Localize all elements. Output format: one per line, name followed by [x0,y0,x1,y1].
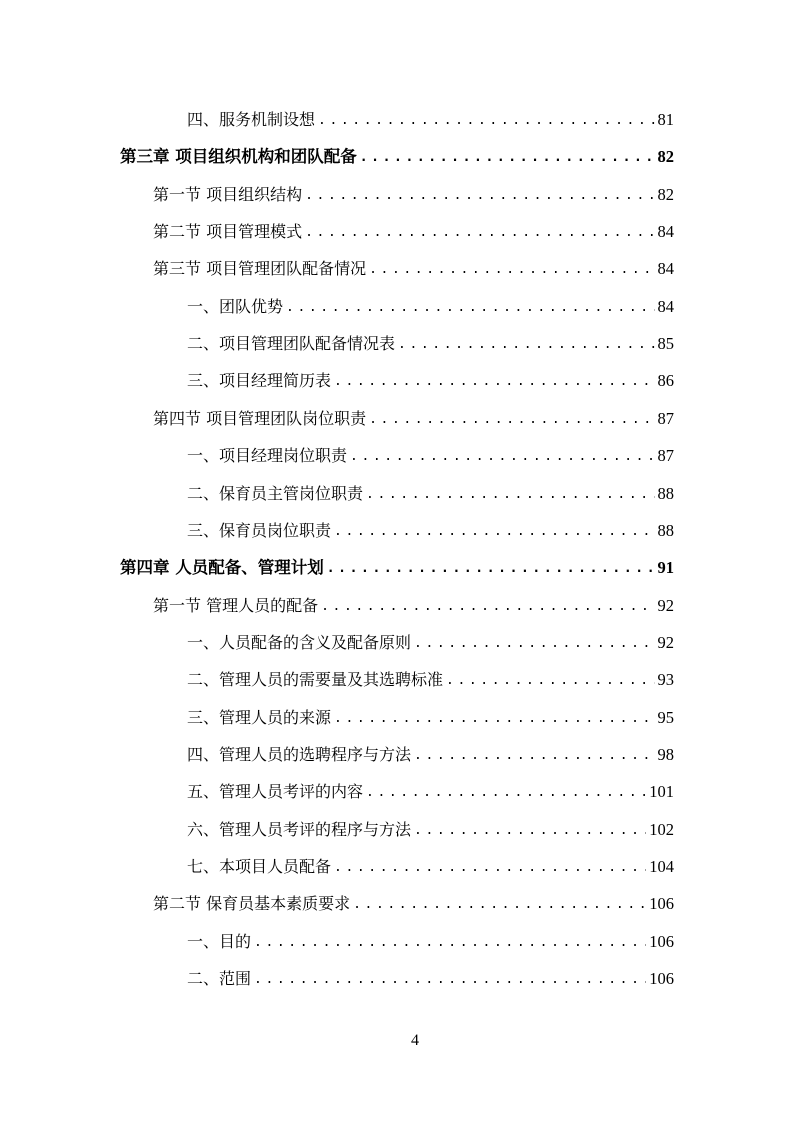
dot-leader [414,737,654,774]
dot-leader [366,774,646,811]
dot-leader [398,326,654,363]
dot-leader [254,924,646,961]
toc-entry-title: 第三节 项目管理团队配备情况 [153,259,367,279]
dot-leader [369,251,654,288]
toc-entry-title: 六、管理人员考评的程序与方法 [187,819,412,839]
toc-entry-title: 三、项目经理简历表 [187,371,332,391]
dot-leader [414,625,654,662]
toc-entry-page: 101 [649,782,674,802]
toc-subsection-entry[interactable] [187,475,674,512]
toc-entry-page: 98 [657,744,674,764]
toc-entry-title: 第二节 项目管理模式 [153,222,303,242]
dot-leader [318,102,654,139]
toc-entry-title: 二、范围 [187,969,252,989]
dot-leader [350,438,654,475]
dot-leader [334,513,654,550]
toc-subsection-entry[interactable] [187,923,674,960]
dot-leader [305,214,654,251]
toc-entry-page: 106 [649,931,674,951]
toc-entry-title: 四、服务机制设想 [187,110,316,129]
toc-entry-page: 82 [657,184,674,204]
toc-chapter-entry[interactable] [120,549,674,586]
toc-subsection-entry[interactable] [187,661,674,698]
toc-entry-page: 86 [657,371,674,391]
toc-subsection-entry[interactable] [187,101,674,138]
toc-entry-title: 一、人员配备的含义及配备原则 [187,632,412,652]
page-number: 4 [411,1032,419,1049]
toc-subsection-entry[interactable] [187,848,674,885]
toc-entry-page: 84 [657,259,674,279]
dot-leader [353,886,646,923]
toc-entry-page: 81 [657,110,674,129]
dot-leader [254,961,646,998]
dot-leader [366,476,654,513]
dot-leader [334,849,646,886]
toc-entry-page: 87 [657,446,674,466]
toc-entry-title: 四、管理人员的选聘程序与方法 [187,744,412,764]
toc-entry-title: 二、保育员主管岗位职责 [187,483,364,503]
toc-entry-page: 88 [657,483,674,503]
toc-entry-page: 93 [657,670,674,690]
dot-leader [369,401,654,438]
toc-entry-page: 91 [657,558,674,578]
toc-entry-title: 一、目的 [187,931,252,951]
dot-leader [334,700,654,737]
toc-subsection-entry[interactable] [187,624,674,661]
toc-entry-page: 84 [657,296,674,316]
toc-entry-title: 第三章 项目组织机构和团队配备 [120,147,357,167]
toc-entry-page: 87 [657,408,674,428]
toc-subsection-entry[interactable] [187,736,674,773]
toc-entry-page: 102 [649,819,674,839]
toc-subsection-entry[interactable] [187,362,674,399]
dot-leader [446,662,654,699]
toc-subsection-entry[interactable] [187,811,674,848]
toc-subsection-entry[interactable] [187,437,674,474]
toc-chapter-entry[interactable] [120,138,674,175]
toc-entry-title: 二、管理人员的需要量及其选聘标准 [187,670,444,690]
toc-section-entry[interactable] [153,885,674,922]
toc-entry-title: 一、团队优势 [187,296,284,316]
toc-entry-page: 106 [649,894,674,914]
toc-entry-page: 106 [649,969,674,989]
toc-subsection-entry[interactable] [187,512,674,549]
toc-section-entry[interactable] [153,587,674,624]
toc-subsection-entry[interactable] [187,960,674,997]
toc-entry-title: 五、管理人员考评的内容 [187,782,364,802]
toc-section-entry[interactable] [153,400,674,437]
toc-section-entry[interactable] [153,213,674,250]
toc-entry-page: 95 [657,707,674,727]
toc-entry-title: 第四章 人员配备、管理计划 [120,558,324,578]
toc-entry-page: 85 [657,334,674,354]
dot-leader [360,139,655,176]
toc-entry-title: 二、项目管理团队配备情况表 [187,334,396,354]
toc-subsection-entry[interactable] [187,288,674,325]
toc-subsection-entry[interactable] [187,773,674,810]
toc-entry-title: 第四节 项目管理团队岗位职责 [153,408,367,428]
dot-leader [327,550,655,587]
toc-entry-title: 第二节 保育员基本素质要求 [153,894,351,914]
toc-entry-title: 第一节 管理人员的配备 [153,595,319,615]
toc-subsection-entry[interactable] [187,699,674,736]
dot-leader [334,363,654,400]
dot-leader [305,177,654,214]
toc-entry-page: 104 [649,857,674,876]
dot-leader [286,289,654,326]
toc-subsection-entry[interactable] [187,325,674,362]
toc-section-entry[interactable] [153,176,674,213]
dot-leader [414,812,646,849]
toc-entry-title: 三、保育员岗位职责 [187,520,332,540]
toc-entry-page: 92 [657,595,674,615]
toc-entry-title: 七、本项目人员配备 [187,857,332,876]
toc-entry-title: 第一节 项目组织结构 [153,184,303,204]
toc-entry-title: 一、项目经理岗位职责 [187,446,348,466]
dot-leader [321,588,654,625]
toc-entry-page: 84 [657,222,674,242]
toc-section-entry[interactable] [153,250,674,287]
toc-entry-page: 92 [657,632,674,652]
toc-entry-page: 88 [657,520,674,540]
toc-entry-page: 82 [657,147,674,167]
toc-entry-title: 三、管理人员的来源 [187,707,332,727]
